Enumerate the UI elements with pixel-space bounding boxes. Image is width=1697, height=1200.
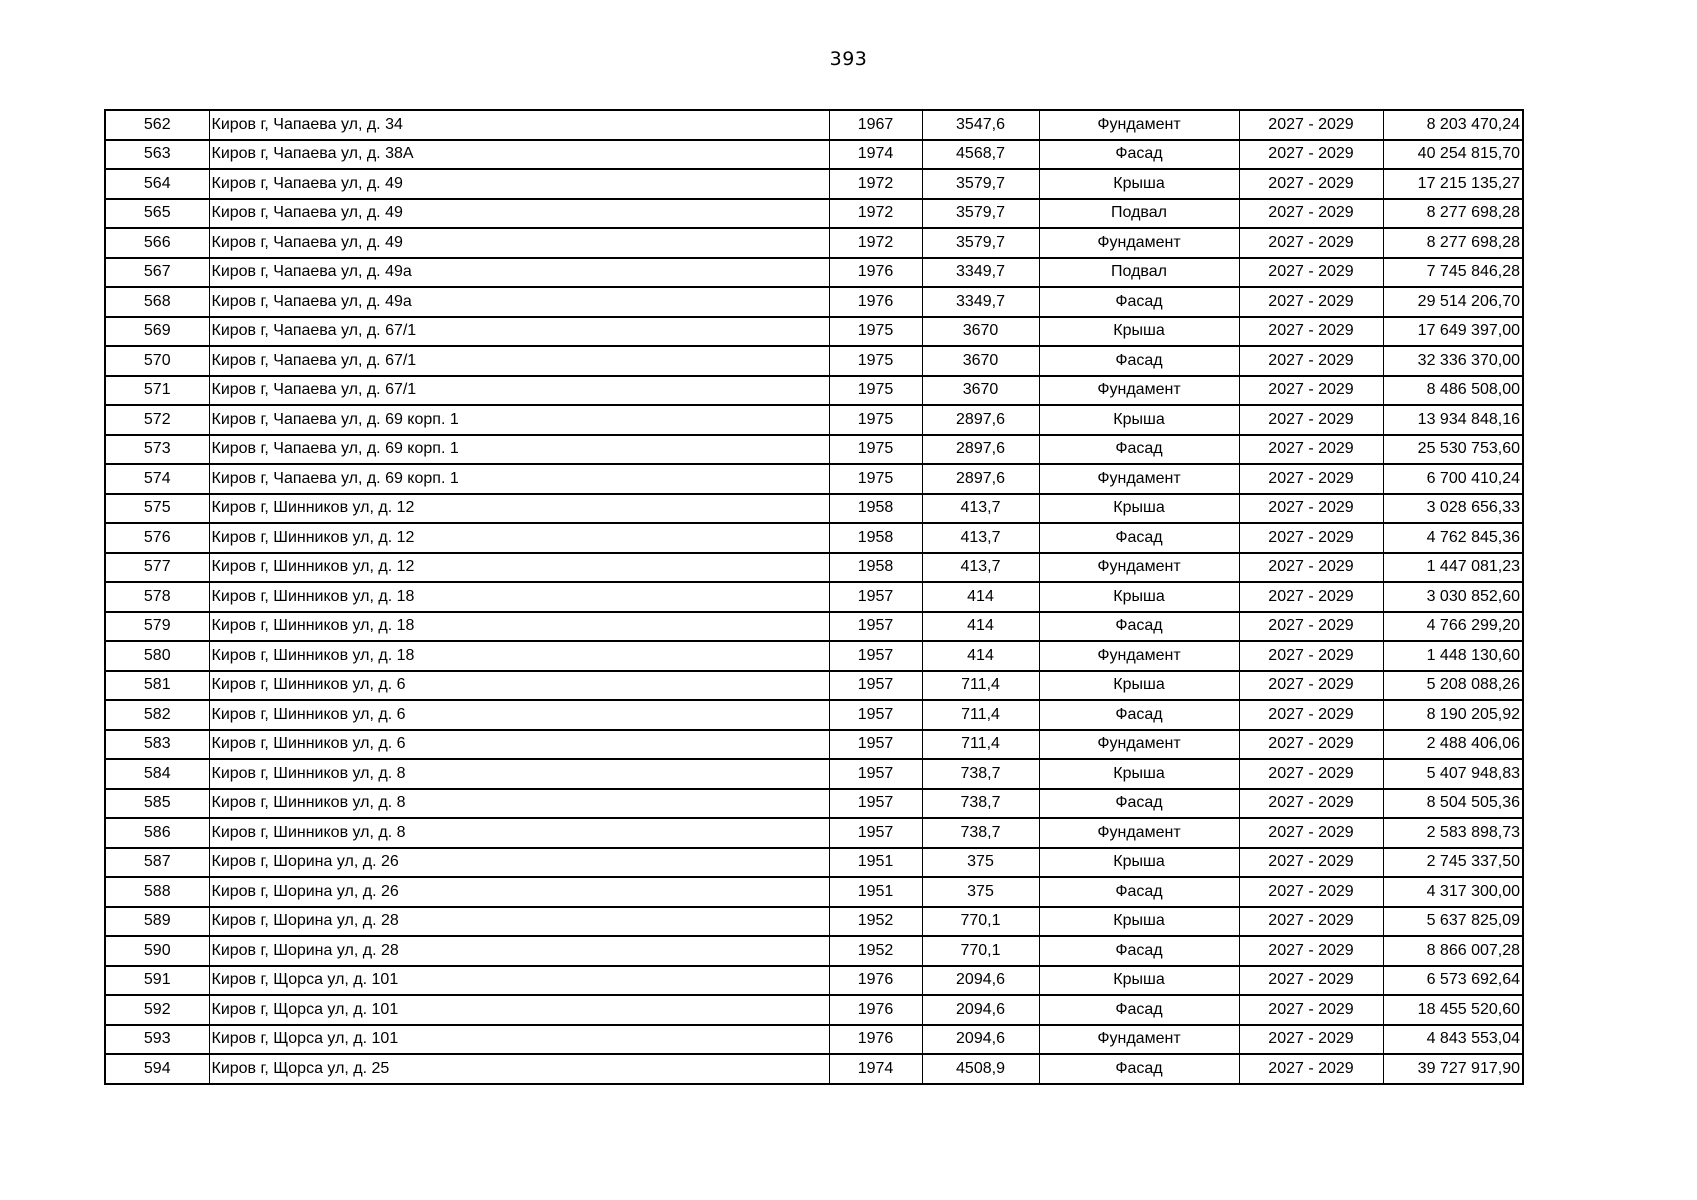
cell-work-type: Фасад	[1039, 435, 1239, 465]
cell-period: 2027 - 2029	[1239, 936, 1383, 966]
table-row	[105, 494, 1523, 524]
cell-cost: 8 866 007,28	[1383, 936, 1523, 966]
cell-address: Киров г, Чапаева ул, д. 69 корп. 1	[209, 464, 829, 494]
cell-area: 2094,6	[922, 966, 1039, 996]
cell-work-type: Крыша	[1039, 848, 1239, 878]
cell-cost: 1 447 081,23	[1383, 553, 1523, 583]
cell-period: 2027 - 2029	[1239, 199, 1383, 229]
cell-cost: 3 028 656,33	[1383, 494, 1523, 524]
table-row	[105, 228, 1523, 258]
cell-cost: 29 514 206,70	[1383, 287, 1523, 317]
cell-row-number: 569	[105, 317, 209, 347]
cell-cost: 40 254 815,70	[1383, 140, 1523, 170]
cell-address: Киров г, Чапаева ул, д. 67/1	[209, 346, 829, 376]
cell-period: 2027 - 2029	[1239, 494, 1383, 524]
cell-row-number: 564	[105, 169, 209, 199]
cell-row-number: 583	[105, 730, 209, 760]
cell-row-number: 562	[105, 110, 209, 140]
cell-area: 738,7	[922, 759, 1039, 789]
cell-build-year: 1972	[829, 228, 922, 258]
cell-work-type: Фасад	[1039, 1054, 1239, 1084]
cell-work-type: Фасад	[1039, 140, 1239, 170]
cell-row-number: 567	[105, 258, 209, 288]
cell-area: 3579,7	[922, 228, 1039, 258]
table-row	[105, 199, 1523, 229]
cell-area: 3349,7	[922, 258, 1039, 288]
cell-address: Киров г, Чапаева ул, д. 49	[209, 228, 829, 258]
table-row	[105, 641, 1523, 671]
cell-cost: 4 762 845,36	[1383, 523, 1523, 553]
table-row	[105, 405, 1523, 435]
cell-work-type: Фасад	[1039, 612, 1239, 642]
cell-period: 2027 - 2029	[1239, 405, 1383, 435]
cell-address: Киров г, Щорса ул, д. 25	[209, 1054, 829, 1084]
cell-cost: 5 407 948,83	[1383, 759, 1523, 789]
cell-period: 2027 - 2029	[1239, 228, 1383, 258]
cell-area: 3670	[922, 317, 1039, 347]
cell-address: Киров г, Чапаева ул, д. 49	[209, 169, 829, 199]
cell-build-year: 1957	[829, 759, 922, 789]
cell-work-type: Фундамент	[1039, 110, 1239, 140]
cell-build-year: 1957	[829, 671, 922, 701]
cell-row-number: 584	[105, 759, 209, 789]
cell-build-year: 1951	[829, 848, 922, 878]
cell-cost: 8 190 205,92	[1383, 700, 1523, 730]
cell-address: Киров г, Щорса ул, д. 101	[209, 1025, 829, 1055]
cell-address: Киров г, Чапаева ул, д. 49а	[209, 258, 829, 288]
cell-period: 2027 - 2029	[1239, 140, 1383, 170]
cell-cost: 2 745 337,50	[1383, 848, 1523, 878]
cell-address: Киров г, Чапаева ул, д. 34	[209, 110, 829, 140]
cell-address: Киров г, Чапаева ул, д. 49	[209, 199, 829, 229]
table-row	[105, 612, 1523, 642]
table-row	[105, 936, 1523, 966]
cell-build-year: 1975	[829, 435, 922, 465]
cell-build-year: 1952	[829, 936, 922, 966]
cell-address: Киров г, Шинников ул, д. 18	[209, 641, 829, 671]
cell-period: 2027 - 2029	[1239, 553, 1383, 583]
table-row	[105, 317, 1523, 347]
cell-cost: 4 843 553,04	[1383, 1025, 1523, 1055]
cell-address: Киров г, Шорина ул, д. 28	[209, 936, 829, 966]
cell-area: 413,7	[922, 553, 1039, 583]
cell-address: Киров г, Чапаева ул, д. 38А	[209, 140, 829, 170]
cell-area: 414	[922, 582, 1039, 612]
cell-build-year: 1975	[829, 464, 922, 494]
cell-cost: 2 488 406,06	[1383, 730, 1523, 760]
table-row	[105, 730, 1523, 760]
cell-address: Киров г, Чапаева ул, д. 69 корп. 1	[209, 435, 829, 465]
cell-address: Киров г, Шинников ул, д. 8	[209, 789, 829, 819]
cell-work-type: Фундамент	[1039, 1025, 1239, 1055]
cell-build-year: 1974	[829, 1054, 922, 1084]
cell-period: 2027 - 2029	[1239, 818, 1383, 848]
cell-build-year: 1975	[829, 376, 922, 406]
cell-period: 2027 - 2029	[1239, 169, 1383, 199]
cell-area: 3579,7	[922, 199, 1039, 229]
cell-row-number: 568	[105, 287, 209, 317]
cell-cost: 6 700 410,24	[1383, 464, 1523, 494]
cell-area: 770,1	[922, 907, 1039, 937]
table-row	[105, 995, 1523, 1025]
cell-work-type: Крыша	[1039, 494, 1239, 524]
cell-area: 4568,7	[922, 140, 1039, 170]
cell-cost: 13 934 848,16	[1383, 405, 1523, 435]
cell-area: 2897,6	[922, 435, 1039, 465]
table-row	[105, 818, 1523, 848]
cell-period: 2027 - 2029	[1239, 848, 1383, 878]
cell-address: Киров г, Шорина ул, д. 28	[209, 907, 829, 937]
cell-row-number: 580	[105, 641, 209, 671]
cell-work-type: Фасад	[1039, 523, 1239, 553]
cell-build-year: 1957	[829, 582, 922, 612]
cell-area: 2094,6	[922, 1025, 1039, 1055]
cell-build-year: 1957	[829, 612, 922, 642]
cell-work-type: Крыша	[1039, 405, 1239, 435]
cell-row-number: 578	[105, 582, 209, 612]
cell-address: Киров г, Шинников ул, д. 12	[209, 553, 829, 583]
cell-cost: 8 486 508,00	[1383, 376, 1523, 406]
cell-period: 2027 - 2029	[1239, 995, 1383, 1025]
cell-area: 413,7	[922, 494, 1039, 524]
cell-row-number: 579	[105, 612, 209, 642]
cell-period: 2027 - 2029	[1239, 907, 1383, 937]
cell-row-number: 586	[105, 818, 209, 848]
cell-work-type: Крыша	[1039, 169, 1239, 199]
cell-cost: 39 727 917,90	[1383, 1054, 1523, 1084]
cell-period: 2027 - 2029	[1239, 700, 1383, 730]
cell-address: Киров г, Чапаева ул, д. 69 корп. 1	[209, 405, 829, 435]
cell-address: Киров г, Шинников ул, д. 6	[209, 730, 829, 760]
cell-area: 3579,7	[922, 169, 1039, 199]
cell-cost: 17 649 397,00	[1383, 317, 1523, 347]
cell-build-year: 1952	[829, 907, 922, 937]
cell-row-number: 593	[105, 1025, 209, 1055]
table-row	[105, 464, 1523, 494]
cell-cost: 18 455 520,60	[1383, 995, 1523, 1025]
cell-work-type: Подвал	[1039, 199, 1239, 229]
cell-build-year: 1975	[829, 317, 922, 347]
cell-row-number: 566	[105, 228, 209, 258]
cell-area: 414	[922, 641, 1039, 671]
cell-work-type: Фасад	[1039, 936, 1239, 966]
cell-address: Киров г, Шинников ул, д. 12	[209, 494, 829, 524]
table-row	[105, 848, 1523, 878]
cell-row-number: 585	[105, 789, 209, 819]
cell-address: Киров г, Шинников ул, д. 6	[209, 700, 829, 730]
cell-work-type: Крыша	[1039, 966, 1239, 996]
cell-cost: 17 215 135,27	[1383, 169, 1523, 199]
cell-period: 2027 - 2029	[1239, 346, 1383, 376]
cell-build-year: 1976	[829, 995, 922, 1025]
table-row	[105, 1054, 1523, 1084]
cell-address: Киров г, Щорса ул, д. 101	[209, 995, 829, 1025]
cell-cost: 25 530 753,60	[1383, 435, 1523, 465]
cell-period: 2027 - 2029	[1239, 523, 1383, 553]
cell-work-type: Крыша	[1039, 759, 1239, 789]
cell-row-number: 588	[105, 877, 209, 907]
cell-work-type: Фундамент	[1039, 641, 1239, 671]
cell-area: 738,7	[922, 789, 1039, 819]
table-row	[105, 700, 1523, 730]
cell-area: 375	[922, 877, 1039, 907]
cell-cost: 32 336 370,00	[1383, 346, 1523, 376]
cell-build-year: 1976	[829, 258, 922, 288]
cell-address: Киров г, Чапаева ул, д. 49а	[209, 287, 829, 317]
cell-row-number: 572	[105, 405, 209, 435]
cell-work-type: Фасад	[1039, 995, 1239, 1025]
cell-area: 738,7	[922, 818, 1039, 848]
cell-build-year: 1975	[829, 405, 922, 435]
cell-area: 711,4	[922, 730, 1039, 760]
cell-area: 413,7	[922, 523, 1039, 553]
table-row	[105, 877, 1523, 907]
cell-build-year: 1958	[829, 494, 922, 524]
table-row	[105, 907, 1523, 937]
table-row	[105, 169, 1523, 199]
cell-period: 2027 - 2029	[1239, 877, 1383, 907]
table-row	[105, 140, 1523, 170]
cell-row-number: 563	[105, 140, 209, 170]
cell-build-year: 1957	[829, 789, 922, 819]
cell-area: 2094,6	[922, 995, 1039, 1025]
cell-work-type: Фундамент	[1039, 553, 1239, 583]
table-row	[105, 789, 1523, 819]
table-row	[105, 582, 1523, 612]
cell-build-year: 1972	[829, 169, 922, 199]
cell-area: 770,1	[922, 936, 1039, 966]
table-row	[105, 553, 1523, 583]
cell-period: 2027 - 2029	[1239, 464, 1383, 494]
cell-row-number: 594	[105, 1054, 209, 1084]
cell-address: Киров г, Шорина ул, д. 26	[209, 848, 829, 878]
cell-work-type: Фасад	[1039, 877, 1239, 907]
cell-build-year: 1976	[829, 966, 922, 996]
cell-address: Киров г, Шинников ул, д. 8	[209, 818, 829, 848]
cell-cost: 6 573 692,64	[1383, 966, 1523, 996]
cell-row-number: 576	[105, 523, 209, 553]
cell-work-type: Фундамент	[1039, 376, 1239, 406]
cell-cost: 8 277 698,28	[1383, 199, 1523, 229]
cell-area: 3670	[922, 376, 1039, 406]
cell-row-number: 575	[105, 494, 209, 524]
cell-row-number: 573	[105, 435, 209, 465]
cell-row-number: 565	[105, 199, 209, 229]
cell-row-number: 574	[105, 464, 209, 494]
cell-cost: 7 745 846,28	[1383, 258, 1523, 288]
cell-period: 2027 - 2029	[1239, 287, 1383, 317]
cell-work-type: Фасад	[1039, 700, 1239, 730]
cell-row-number: 571	[105, 376, 209, 406]
table-row	[105, 346, 1523, 376]
cell-area: 3349,7	[922, 287, 1039, 317]
table-body	[105, 110, 1523, 1084]
cell-work-type: Фундамент	[1039, 464, 1239, 494]
table-row	[105, 287, 1523, 317]
cell-period: 2027 - 2029	[1239, 258, 1383, 288]
cell-period: 2027 - 2029	[1239, 966, 1383, 996]
cell-work-type: Фундамент	[1039, 228, 1239, 258]
cell-area: 2897,6	[922, 464, 1039, 494]
table-row	[105, 671, 1523, 701]
cell-build-year: 1957	[829, 818, 922, 848]
table-row	[105, 523, 1523, 553]
cell-work-type: Фундамент	[1039, 730, 1239, 760]
cell-address: Киров г, Шинников ул, д. 6	[209, 671, 829, 701]
cell-build-year: 1976	[829, 287, 922, 317]
cell-area: 711,4	[922, 700, 1039, 730]
cell-row-number: 589	[105, 907, 209, 937]
cell-build-year: 1957	[829, 700, 922, 730]
cell-period: 2027 - 2029	[1239, 730, 1383, 760]
cell-build-year: 1957	[829, 641, 922, 671]
cell-build-year: 1975	[829, 346, 922, 376]
cell-work-type: Подвал	[1039, 258, 1239, 288]
cell-work-type: Фасад	[1039, 346, 1239, 376]
cell-work-type: Фундамент	[1039, 818, 1239, 848]
cell-period: 2027 - 2029	[1239, 582, 1383, 612]
cell-work-type: Фасад	[1039, 789, 1239, 819]
cell-work-type: Крыша	[1039, 907, 1239, 937]
cell-address: Киров г, Чапаева ул, д. 67/1	[209, 376, 829, 406]
cell-cost: 2 583 898,73	[1383, 818, 1523, 848]
cell-period: 2027 - 2029	[1239, 1025, 1383, 1055]
cell-row-number: 592	[105, 995, 209, 1025]
cell-build-year: 1967	[829, 110, 922, 140]
cell-row-number: 570	[105, 346, 209, 376]
cell-period: 2027 - 2029	[1239, 1054, 1383, 1084]
cell-period: 2027 - 2029	[1239, 759, 1383, 789]
table-row	[105, 376, 1523, 406]
cell-row-number: 587	[105, 848, 209, 878]
cell-row-number: 581	[105, 671, 209, 701]
cell-cost: 5 637 825,09	[1383, 907, 1523, 937]
cell-address: Киров г, Чапаева ул, д. 67/1	[209, 317, 829, 347]
cell-row-number: 591	[105, 966, 209, 996]
cell-cost: 4 317 300,00	[1383, 877, 1523, 907]
cell-build-year: 1976	[829, 1025, 922, 1055]
cell-cost: 5 208 088,26	[1383, 671, 1523, 701]
cell-address: Киров г, Щорса ул, д. 101	[209, 966, 829, 996]
repair-schedule-table	[104, 109, 1524, 1085]
cell-area: 2897,6	[922, 405, 1039, 435]
cell-area: 375	[922, 848, 1039, 878]
page-number: 393	[829, 48, 868, 70]
cell-cost: 8 277 698,28	[1383, 228, 1523, 258]
cell-address: Киров г, Шинников ул, д. 18	[209, 612, 829, 642]
cell-address: Киров г, Шинников ул, д. 12	[209, 523, 829, 553]
cell-area: 3547,6	[922, 110, 1039, 140]
table-row	[105, 966, 1523, 996]
cell-work-type: Крыша	[1039, 582, 1239, 612]
cell-cost: 3 030 852,60	[1383, 582, 1523, 612]
cell-area: 711,4	[922, 671, 1039, 701]
cell-cost: 8 504 505,36	[1383, 789, 1523, 819]
cell-row-number: 590	[105, 936, 209, 966]
table-row	[105, 435, 1523, 465]
cell-period: 2027 - 2029	[1239, 110, 1383, 140]
cell-period: 2027 - 2029	[1239, 671, 1383, 701]
cell-row-number: 582	[105, 700, 209, 730]
table-row	[105, 110, 1523, 140]
cell-period: 2027 - 2029	[1239, 435, 1383, 465]
cell-build-year: 1958	[829, 553, 922, 583]
cell-period: 2027 - 2029	[1239, 317, 1383, 347]
cell-address: Киров г, Шинников ул, д. 18	[209, 582, 829, 612]
cell-area: 4508,9	[922, 1054, 1039, 1084]
cell-area: 414	[922, 612, 1039, 642]
table-row	[105, 258, 1523, 288]
cell-area: 3670	[922, 346, 1039, 376]
cell-build-year: 1974	[829, 140, 922, 170]
cell-work-type: Фасад	[1039, 287, 1239, 317]
cell-period: 2027 - 2029	[1239, 789, 1383, 819]
cell-row-number: 577	[105, 553, 209, 583]
cell-work-type: Крыша	[1039, 671, 1239, 701]
cell-period: 2027 - 2029	[1239, 641, 1383, 671]
cell-cost: 8 203 470,24	[1383, 110, 1523, 140]
cell-period: 2027 - 2029	[1239, 376, 1383, 406]
cell-period: 2027 - 2029	[1239, 612, 1383, 642]
cell-build-year: 1957	[829, 730, 922, 760]
cell-address: Киров г, Шорина ул, д. 26	[209, 877, 829, 907]
cell-address: Киров г, Шинников ул, д. 8	[209, 759, 829, 789]
cell-build-year: 1958	[829, 523, 922, 553]
cell-work-type: Крыша	[1039, 317, 1239, 347]
cell-build-year: 1951	[829, 877, 922, 907]
cell-cost: 1 448 130,60	[1383, 641, 1523, 671]
cell-build-year: 1972	[829, 199, 922, 229]
cell-cost: 4 766 299,20	[1383, 612, 1523, 642]
table-row	[105, 1025, 1523, 1055]
table-row	[105, 759, 1523, 789]
